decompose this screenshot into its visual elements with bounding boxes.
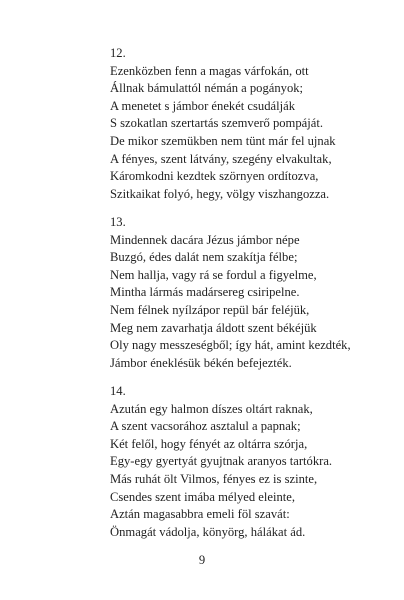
verse-line: Önmagát vádolja, könyörg, hálákat ád. [110,524,306,539]
verse-line: Jámbor éneklésük békén befejezték. [110,355,292,370]
verse-line: A menetet s jámbor énekét csudálják [110,98,295,113]
verse-line: Ezenközben fenn a magas várfokán, ott [110,63,309,78]
verse-line: Egy-egy gyertyát gyujtnak aranyos tartókra. [110,454,333,469]
stanza-number: 14. [110,384,126,398]
verse-line: A szent vacsorához asztalul a papnak; [110,419,301,434]
verse-line: A fényes, szent látvány, szegény elvakultak, [110,151,332,166]
verse-line: Oly nagy messzeségből; így hát, amint kezdték, [110,338,351,353]
stanza-13 [110,214,400,372]
stanza-14 [110,383,400,541]
verse-line: Nem félnek nyílzápor repül bár feléjük, [110,302,310,317]
verse-line: S szokatlan szertartás szemverő pompáját. [110,116,323,131]
verse-line: Azután egy halmon díszes oltárt raknak, [110,401,313,416]
verse-line: Káromkodni kezdtek szörnyen ordítozva, [110,169,319,184]
verse-line: Csendes szent imába mélyed eleinte, [110,489,295,504]
verse-line: Más ruhát ölt Vilmos, fényes ez is szinte, [110,471,318,486]
verse-line: Két felől, hogy fényét az oltárra szórja, [110,436,308,451]
stanza-number: 12. [110,46,126,60]
verse-line: Meg nem zavarhatja áldott szent békéjük [110,320,317,335]
verse-line: Buzgó, édes dalát nem szakítja félbe; [110,250,298,265]
stanza-12 [110,45,400,203]
verse-line: Aztán magasabbra emeli föl szavát: [110,507,290,522]
stanza-number: 13. [110,215,126,229]
verse-line: Mindennek dacára Jézus jámbor népe [110,232,300,247]
verse-line: Mintha lármás madársereg csiripelne. [110,285,300,300]
verse-line: Szitkaikat folyó, hegy, völgy viszhangozza. [110,186,330,201]
verse-line: Nem hallja, vagy rá se fordul a figyelme, [110,267,317,282]
verse-line: De mikor szemükben nem tünt már fel ujnak [110,133,336,148]
verse-line: Állnak bámulattól némán a pogányok; [110,81,304,96]
page-number: 9 [198,553,206,567]
